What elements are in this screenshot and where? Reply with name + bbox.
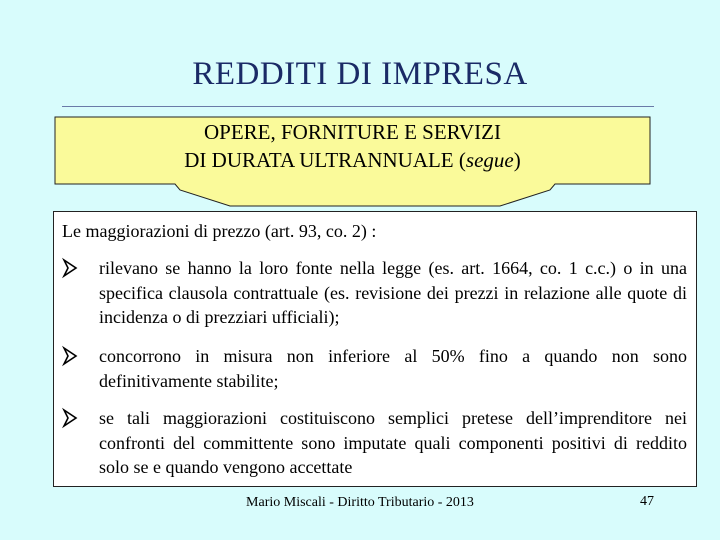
callout-line-1: OPERE, FORNITURE E SERVIZI bbox=[204, 120, 501, 144]
arrow-bullet-icon bbox=[62, 345, 78, 367]
callout-line-2-prefix: DI DURATA ULTRANNUALE ( bbox=[184, 148, 466, 172]
callout-arrow-shape bbox=[0, 0, 720, 220]
bullet-text-3: se tali maggiorazioni costituiscono semplici pretese dell’imprenditore nei confronti del committente sono imputate quali componenti positivi di reddito solo se e quando vengono accettate bbox=[99, 408, 687, 477]
bullet-item-1 bbox=[62, 256, 687, 330]
bullet-text-1: rilevano se hanno la loro fonte nella legge (es. art. 1664, co. 1 c.c.) o in una specifica clausola contrattuale (es. revisione dei prezzi in relazione alle quote di incidenza o di prezziari ufficiali); bbox=[99, 258, 687, 327]
bullet-item-3 bbox=[62, 406, 687, 480]
slide-title: REDDITI DI IMPRESA bbox=[192, 56, 528, 92]
bullet-item-2 bbox=[62, 344, 687, 393]
callout-line-2-suffix: ) bbox=[513, 148, 521, 172]
callout-line-2-italic: segue bbox=[465, 148, 514, 172]
footer-text: Mario Miscali - Diritto Tributario - 2013 bbox=[246, 495, 474, 510]
arrow-bullet-icon bbox=[62, 407, 78, 429]
page-number: 47 bbox=[640, 494, 654, 509]
callout-text bbox=[55, 118, 650, 174]
callout-line-2 bbox=[55, 146, 650, 174]
content-box bbox=[53, 211, 697, 487]
intro-text: Le maggiorazioni di prezzo (art. 93, co. 2) : bbox=[62, 221, 377, 241]
arrow-bullet-icon bbox=[62, 257, 78, 279]
bullet-text-2: concorrono in misura non inferiore al 50% fino a quando non sono definitivamente stabilite; bbox=[99, 346, 687, 391]
